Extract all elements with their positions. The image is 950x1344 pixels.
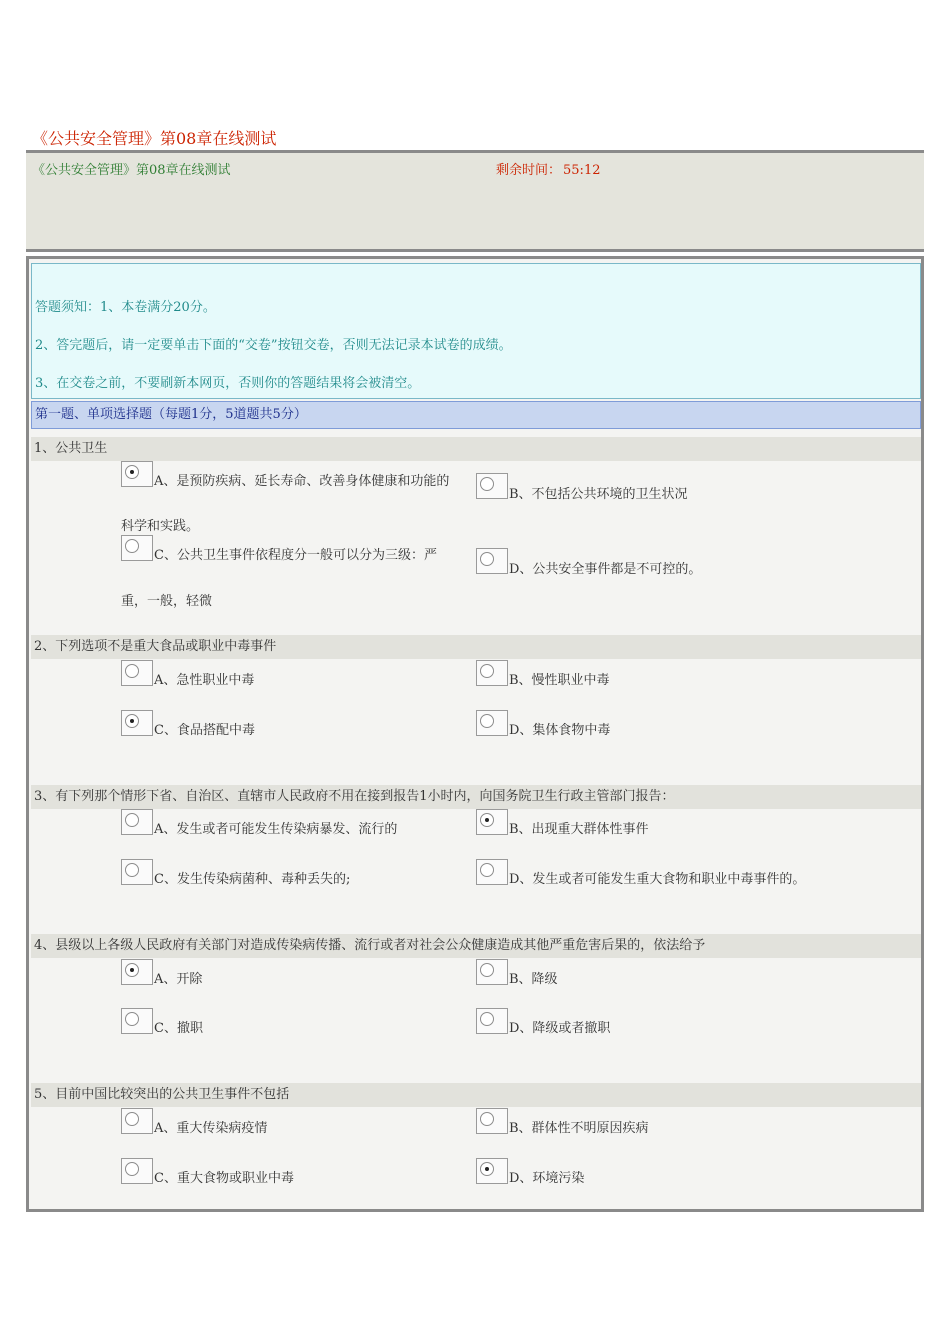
q3-option-d-label: D、发生或者可能发生重大食物和职业中毒事件的。 [509, 872, 806, 887]
q4-option-b-label: B、降级 [509, 972, 558, 987]
question-5-title: 5、目前中国比较突出的公共卫生事件不包括 [31, 1083, 921, 1107]
timer-value: 55:12 [563, 163, 601, 178]
q1-option-b-radio[interactable] [476, 473, 508, 499]
timer [494, 159, 600, 178]
question-3-title: 3、有下列那个情形下省、自治区、直辖市人民政府不用在接到报告1小时内，向国务院卫生行政主管部门报告： [31, 785, 921, 809]
question-1-title: 1、公共卫生 [31, 437, 921, 461]
instruction-line-1: 答题须知：1、本卷满分20分。 [35, 300, 216, 315]
q1-option-a-radio[interactable] [121, 461, 153, 487]
q3-option-c-radio[interactable] [121, 859, 153, 885]
q4-option-a-radio[interactable] [121, 959, 153, 985]
question-4-title: 4、县级以上各级人民政府有关部门对造成传染病传播、流行或者对社会公众健康造成其他严重危害后果的，依法给予 [31, 934, 921, 958]
q2-option-d-label: D、集体食物中毒 [509, 723, 611, 738]
q1-option-a-label: A、是预防疾病、延长寿命、改善身体健康和功能的 [154, 474, 450, 489]
q4-option-d-radio[interactable] [476, 1008, 508, 1034]
q3-option-c-label: C、发生传染病菌种、毒种丢失的; [154, 872, 351, 887]
instruction-line-3: 3、在交卷之前，不要刷新本网页，否则你的答题结果将会被清空。 [35, 376, 421, 391]
q2-option-a-radio[interactable] [121, 660, 153, 686]
q2-option-b-radio[interactable] [476, 660, 508, 686]
q2-option-a-label: A、急性职业中毒 [154, 673, 255, 688]
q1-option-c-radio[interactable] [121, 535, 153, 561]
section-title: 第一题、单项选择题（每题1分，5道题共5分） [31, 401, 921, 429]
q4-option-b-radio[interactable] [476, 959, 508, 985]
instruction-line-2: 2、答完题后，请一定要单击下面的“交卷”按钮交卷，否则无法记录本试卷的成绩。 [35, 338, 512, 353]
q4-option-a-label: A、开除 [154, 972, 203, 987]
quiz-header [26, 150, 924, 252]
q3-option-b-label: B、出现重大群体性事件 [509, 822, 649, 837]
q5-option-b-label: B、群体性不明原因疾病 [509, 1121, 649, 1136]
q4-option-c-radio[interactable] [121, 1008, 153, 1034]
q5-option-d-radio[interactable] [476, 1158, 508, 1184]
q1-option-d-radio[interactable] [476, 548, 508, 574]
question-2-title: 2、下列选项不是重大食品或职业中毒事件 [31, 635, 921, 659]
q2-option-d-radio[interactable] [476, 710, 508, 736]
q1-option-a-label-cont: 科学和实践。 [121, 519, 200, 534]
q4-option-c-label: C、撤职 [154, 1021, 203, 1036]
q5-option-a-label: A、重大传染病疫情 [154, 1121, 268, 1136]
q3-option-d-radio[interactable] [476, 859, 508, 885]
q5-option-c-label: C、重大食物或职业中毒 [154, 1171, 294, 1186]
q2-option-b-label: B、慢性职业中毒 [509, 673, 610, 688]
q3-option-a-radio[interactable] [121, 809, 153, 835]
quiz-body [26, 256, 924, 1212]
q5-option-a-radio[interactable] [121, 1108, 153, 1134]
timer-label: 剩余时间： [496, 163, 562, 178]
q1-option-d-label: D、公共安全事件都是不可控的。 [509, 562, 702, 577]
q4-option-d-label: D、降级或者撤职 [509, 1021, 611, 1036]
q3-option-b-radio[interactable] [476, 809, 508, 835]
q3-option-a-label: A、发生或者可能发生传染病暴发、流行的 [154, 822, 398, 837]
q2-option-c-label: C、食品搭配中毒 [154, 723, 255, 738]
q2-option-c-radio[interactable] [121, 710, 153, 736]
q5-option-c-radio[interactable] [121, 1158, 153, 1184]
q5-option-d-label: D、环境污染 [509, 1171, 585, 1186]
q1-option-c-label-cont: 重，一般，轻微 [121, 594, 213, 609]
q1-option-c-label: C、公共卫生事件依程度分一般可以分为三级：严 [154, 548, 437, 563]
instructions-box [31, 263, 921, 399]
header-title: 《公共安全管理》第08章在线测试 [32, 163, 231, 178]
page-title: 《公共安全管理》第08章在线测试 [32, 129, 277, 148]
q5-option-b-radio[interactable] [476, 1108, 508, 1134]
q1-option-b-label: B、不包括公共环境的卫生状况 [509, 487, 688, 502]
